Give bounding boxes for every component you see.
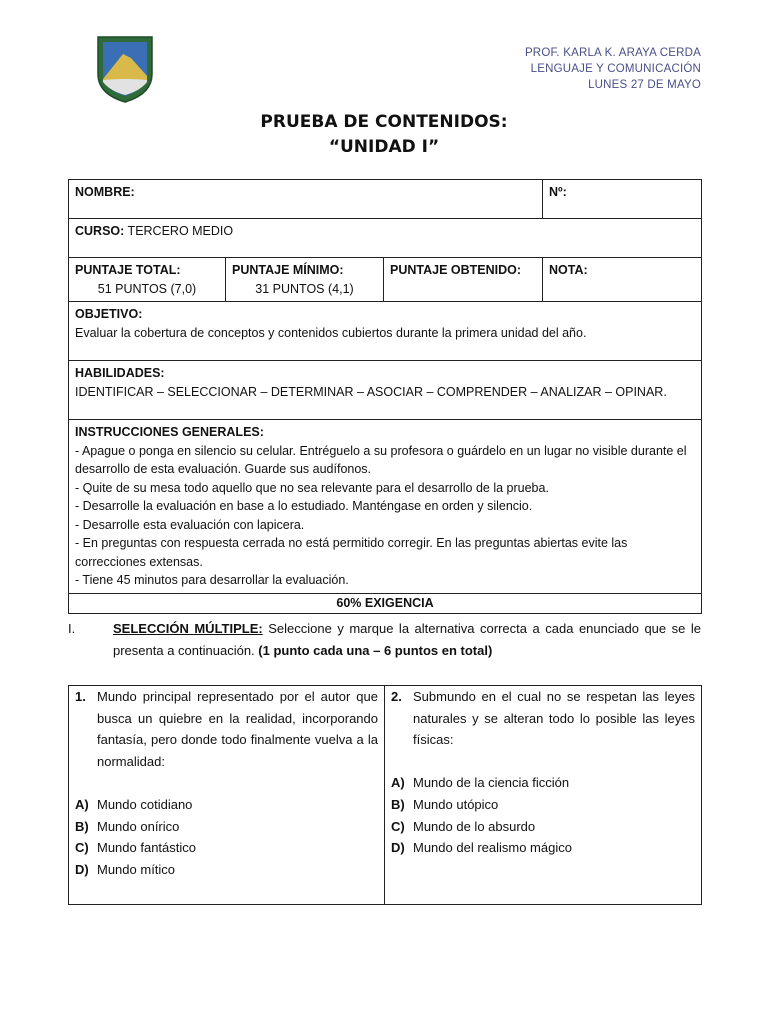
- subject-name: LENGUAJE Y COMUNICACIÓN: [530, 63, 701, 75]
- option-letter: D): [75, 861, 89, 877]
- option-text: Mundo del realismo mágico: [413, 840, 572, 856]
- title-line-1: PRUEBA DE CONTENIDOS:: [260, 112, 508, 132]
- curso-label: CURSO:: [75, 224, 125, 238]
- numero-label: Nº:: [549, 185, 567, 199]
- puntaje-obtenido-field[interactable]: [384, 258, 543, 302]
- curso-value: TERCERO MEDIO: [124, 224, 234, 238]
- nota-label: NOTA:: [549, 263, 588, 277]
- option-text: Mundo fantástico: [97, 840, 197, 856]
- option-a[interactable]: [391, 772, 695, 794]
- option-text: Mundo onírico: [97, 818, 180, 834]
- question-text: Submundo en el cual no se respetan las leyes naturales y se alteran todo lo posible las leyes físicas:: [413, 689, 695, 748]
- option-text: Mundo cotidiano: [97, 796, 193, 812]
- instrucciones-cell: [69, 420, 702, 594]
- option-text: Mundo de lo absurdo: [413, 818, 536, 834]
- instrucciones-label: INSTRUCCIONES GENERALES:: [75, 425, 264, 439]
- curso-cell: [69, 219, 702, 258]
- puntaje-minimo-cell: [226, 258, 384, 302]
- option-letter: A): [75, 796, 89, 812]
- header-info: [525, 45, 701, 93]
- section-instructions: Seleccione y marque la alternativa correcta a cada enunciado que se le presenta a continuación.: [113, 621, 702, 658]
- question-text: Mundo principal representado por el autor que busca un quiebre en la realidad, incorporando fantasía, pero donde todo finalmente vuelva a la normalidad:: [97, 689, 378, 770]
- option-a[interactable]: [75, 794, 378, 816]
- habilidades-cell: [69, 361, 702, 420]
- test-date: LUNES 27 DE MAYO: [588, 79, 701, 91]
- instruccion-item: - Quite de su mesa todo aquello que no sea relevante para el desarrollo de la prueba.: [75, 480, 549, 495]
- question-1: [69, 686, 385, 905]
- option-c[interactable]: [391, 816, 695, 838]
- option-b[interactable]: [75, 816, 378, 838]
- student-info-table: [68, 179, 702, 614]
- section-number: I.: [68, 621, 76, 636]
- multiple-choice-table: [68, 685, 702, 905]
- section-1-heading: [68, 618, 701, 662]
- objetivo-cell: [69, 302, 702, 361]
- option-letter: C): [75, 840, 89, 856]
- puntaje-minimo-label: PUNTAJE MÍNIMO:: [232, 263, 344, 277]
- instruccion-item: - Tiene 45 minutos para desarrollar la evaluación.: [75, 573, 349, 587]
- puntaje-total-label: PUNTAJE TOTAL:: [75, 263, 181, 277]
- instruccion-item: - Apague o ponga en silencio su celular. Entréguelo a su profesora o guárdelo en un lugar no visible durante el desarrollo de esta evaluación. Guarde sus audífonos.: [75, 443, 687, 476]
- option-b[interactable]: [391, 794, 695, 816]
- option-c[interactable]: [75, 837, 378, 859]
- section-title: SELECCIÓN MÚLTIPLE:: [113, 621, 263, 636]
- instruccion-item: - En preguntas con respuesta cerrada no está permitido corregir. En las preguntas abiertas evite las correcciones extensas.: [75, 536, 628, 569]
- puntaje-total-cell: [69, 258, 226, 302]
- option-d[interactable]: [75, 859, 378, 881]
- section-points: (1 punto cada una – 6 puntos en total): [258, 643, 493, 658]
- numero-field[interactable]: [543, 180, 702, 219]
- exigencia-cell: [69, 593, 702, 613]
- habilidades-label: HABILIDADES:: [75, 366, 165, 380]
- question-number: 2.: [391, 689, 402, 704]
- instruccion-item: - Desarrolle la evaluación en base a lo estudiado. Manténgase en orden y silencio.: [75, 499, 533, 513]
- option-d[interactable]: [391, 837, 695, 859]
- option-letter: A): [391, 775, 405, 791]
- option-letter: D): [391, 840, 405, 856]
- exigencia-label: 60% EXIGENCIA: [336, 595, 434, 610]
- objetivo-label: OBJETIVO:: [75, 307, 143, 321]
- title-line-2: “UNIDAD I”: [328, 137, 440, 157]
- objetivo-text: Evaluar la cobertura de conceptos y contenidos cubiertos durante la primera unidad del año.: [75, 325, 587, 340]
- option-text: Mundo mítico: [97, 861, 176, 877]
- nota-field[interactable]: [543, 258, 702, 302]
- option-text: Mundo de la ciencia ficción: [413, 775, 570, 791]
- option-letter: B): [75, 818, 89, 834]
- nombre-field[interactable]: [69, 180, 543, 219]
- page-title: [0, 110, 768, 160]
- instruccion-item: - Desarrolle esta evaluación con lapicera.: [75, 517, 305, 532]
- option-letter: C): [391, 818, 405, 834]
- habilidades-text: IDENTIFICAR – SELECCIONAR – DETERMINAR – ASOCIAR – COMPRENDER – ANALIZAR – OPINAR.: [75, 384, 667, 399]
- question-2: [385, 686, 702, 905]
- option-text: Mundo utópico: [413, 796, 499, 812]
- puntaje-total-value: 51 PUNTOS (7,0): [97, 281, 197, 296]
- nombre-label: NOMBRE:: [75, 185, 135, 199]
- teacher-name: PROF. KARLA K. ARAYA CERDA: [524, 47, 701, 59]
- question-number: 1.: [75, 689, 86, 704]
- option-letter: B): [391, 796, 405, 812]
- puntaje-obtenido-label: PUNTAJE OBTENIDO:: [390, 263, 522, 277]
- school-logo: [95, 34, 155, 104]
- puntaje-minimo-value: 31 PUNTOS (4,1): [255, 281, 354, 296]
